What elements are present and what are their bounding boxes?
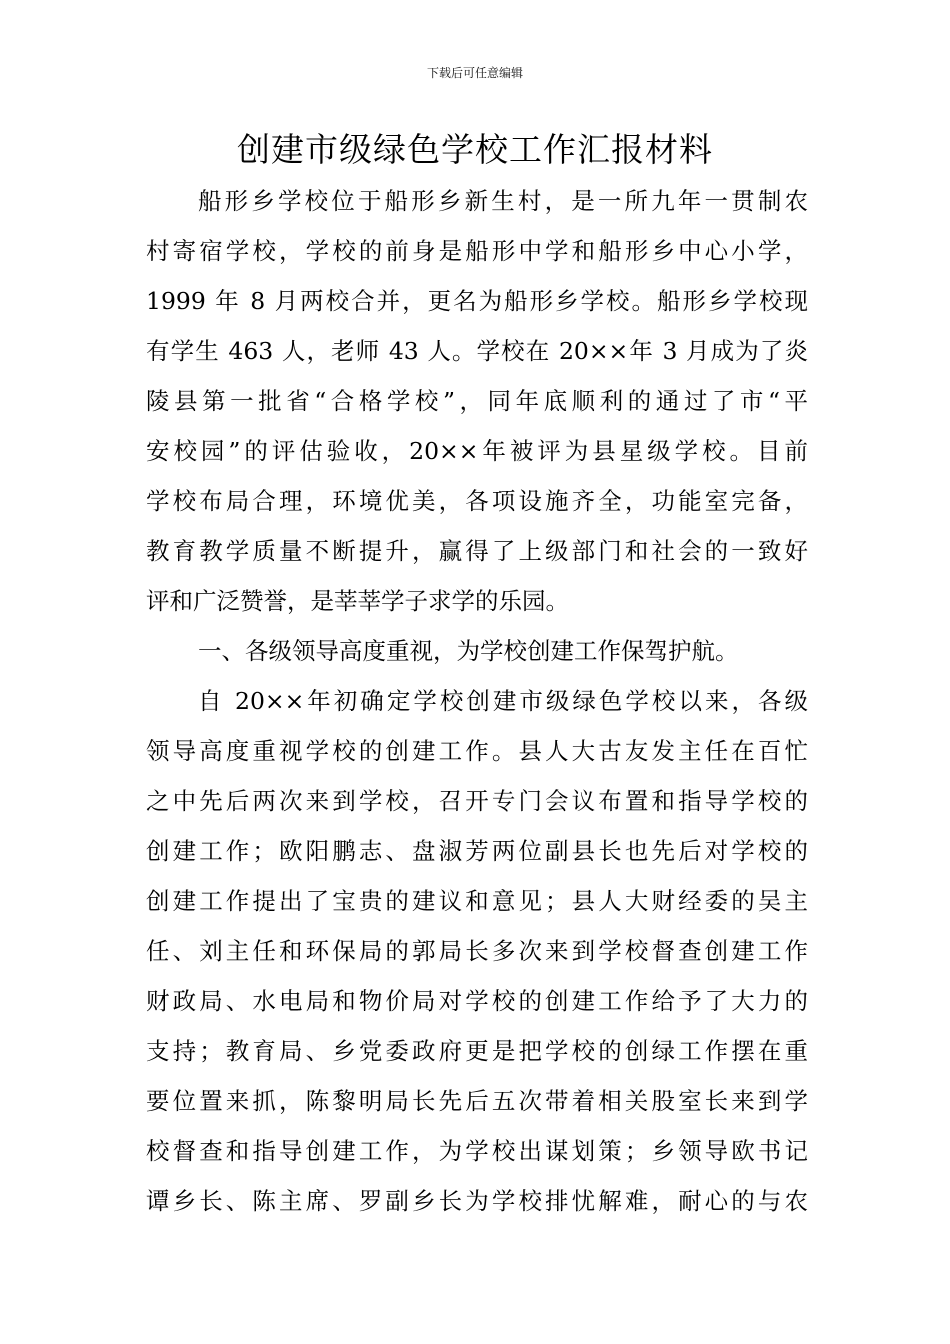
paragraph-line: 教育教学质量不断提升，赢得了上级部门和社会的一致好 xyxy=(146,537,808,565)
paragraph-line: 学校布局合理，环境优美，各项设施齐全，功能室完备， xyxy=(146,487,808,515)
paragraph-line: 之中先后两次来到学校，召开专门会议布置和指导学校的 xyxy=(146,787,808,815)
paragraph-line: 村寄宿学校，学校的前身是船形中学和船形乡中心小学， xyxy=(146,237,808,265)
paragraph-line: 要位置来抓，陈黎明局长先后五次带着相关股室长来到学 xyxy=(146,1087,808,1115)
paragraph-line: 财政局、水电局和物价局对学校的创建工作给予了大力的 xyxy=(146,987,808,1015)
header-note: 下载后可任意编辑 xyxy=(426,66,523,80)
paragraph-line: 有学生 463 人，老师 43 人。学校在 20××年 3 月成为了炎 xyxy=(146,337,808,365)
paragraph-line: 谭乡长、陈主席、罗副乡长为学校排忧解难，耐心的与农 xyxy=(146,1187,808,1215)
paragraph-line: 创建工作提出了宝贵的建议和意见；县人大财经委的吴主 xyxy=(146,887,808,915)
paragraph-line: 支持；教育局、乡党委政府更是把学校的创绿工作摆在重 xyxy=(146,1037,808,1065)
paragraph-line: 创建工作；欧阳鹏志、盘淑芳两位副县长也先后对学校的 xyxy=(146,837,808,865)
document-title: 创建市级绿色学校工作汇报材料 xyxy=(237,130,713,169)
document-body xyxy=(146,176,808,1226)
paragraph-line: 陵县第一批省“合格学校”，同年底顺利的通过了市“平 xyxy=(146,387,808,415)
paragraph-line: 任、刘主任和环保局的郭局长多次来到学校督查创建工作 xyxy=(146,937,808,965)
section-heading: 一、各级领导高度重视，为学校创建工作保驾护航。 xyxy=(198,637,739,665)
paragraph-line: 1999 年 8 月两校合并，更名为船形乡学校。船形乡学校现 xyxy=(146,287,808,315)
paragraph-line: 自 20××年初确定学校创建市级绿色学校以来，各级 xyxy=(198,687,808,715)
paragraph-line: 安校园”的评估验收，20××年被评为县星级学校。目前 xyxy=(146,437,808,465)
paragraph-line: 校督查和指导创建工作，为学校出谋划策；乡领导欧书记 xyxy=(146,1137,808,1165)
paragraph-line: 领导高度重视学校的创建工作。县人大古友发主任在百忙 xyxy=(146,737,808,765)
paragraph-line: 评和广泛赞誉，是莘莘学子求学的乐园。 xyxy=(146,587,569,615)
paragraph-line: 船形乡学校位于船形乡新生村，是一所九年一贯制农 xyxy=(198,187,808,215)
